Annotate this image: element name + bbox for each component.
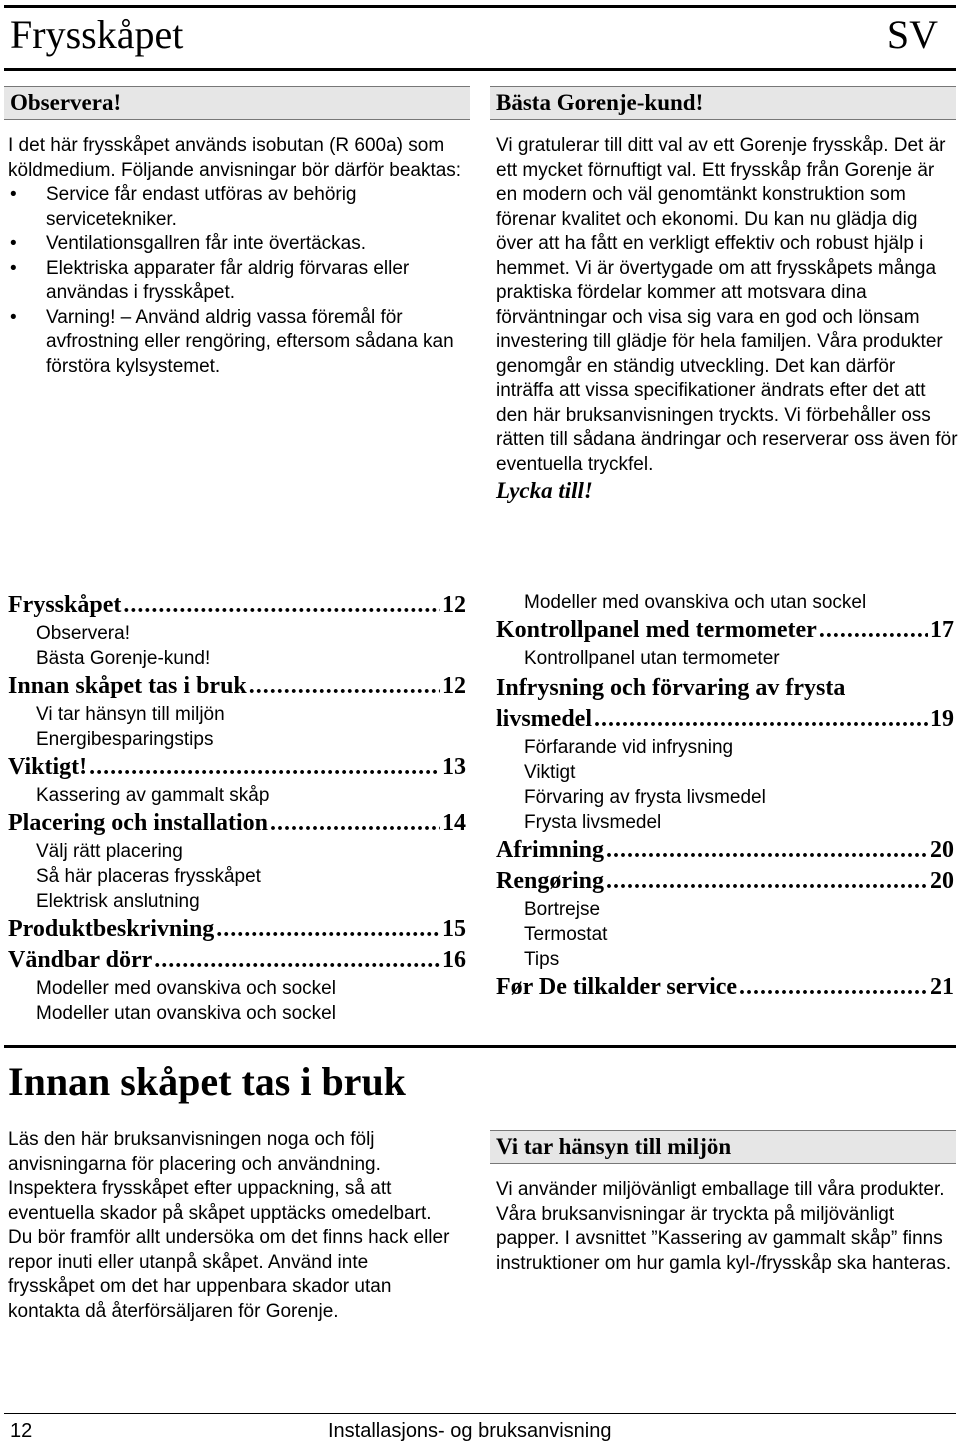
section2-right <box>496 1178 956 1276</box>
section2-body: Läs den här bruksanvisningen noga och följ anvisningarna för placering och användning. Inspektera frysskåpet efter uppackning, så att eventuella skador på skåpet upptäcks omedelbart. Du bör framför allt undersöka om det finns hack eller repor inuti eller utanpå skåpet. Använd inte frysskåpet om det har uppenbara skador utan kontakta då återförsäljaren för Gorenje. <box>8 1129 450 1322</box>
toc-subentry[interactable]: Kontrollpanel utan termometer <box>524 648 780 669</box>
toc-subentry[interactable]: Förvaring av frysta livsmedel <box>524 787 766 808</box>
language-code: SV <box>886 12 938 57</box>
toc-subentry[interactable]: Elektrisk anslutning <box>36 891 200 912</box>
toc-subentry[interactable]: Termostat <box>524 924 608 945</box>
environment-body: Vi använder miljövänligt emballage till våra produkter. Våra bruksanvisningar är tryckta på miljövänligt papper. I avsnittet ”Kassering av gammalt skåp” finns instruktioner om hur gamla kyl-/frysskåp ska hanteras. <box>496 1179 952 1274</box>
toc-subentry[interactable]: Energibesparingstips <box>36 729 214 750</box>
page-number: 12 <box>10 1420 33 1442</box>
toc-entry[interactable]: Frysskåpet ..... 12 <box>8 590 466 621</box>
toc-subentry[interactable]: Välj rätt placering <box>36 841 183 862</box>
toc-entry[interactable]: Vändbar dörr ..... 16 <box>8 945 466 976</box>
toc-subentry[interactable]: Förfarande vid infrysning <box>524 737 734 758</box>
toc-subentry[interactable]: Observera! <box>36 623 130 644</box>
header-bottom-rule <box>4 68 956 71</box>
toc-subentry[interactable]: Bortrejse <box>524 899 601 920</box>
list-item: • Varning! – Använd aldrig vassa föremål för avfrostning eller rengöring, eftersom sådana kan förstöra kylsystemet. <box>8 306 470 380</box>
toc-subentry[interactable]: Bästa Gorenje-kund! <box>36 648 211 669</box>
observera-heading: Observera! <box>4 86 470 120</box>
toc-entry[interactable]: Produktbeskrivning ..... 15 <box>8 914 466 945</box>
gorenje-section <box>496 134 958 504</box>
gorenje-heading: Bästa Gorenje-kund! <box>490 86 956 120</box>
section-title: Innan skåpet tas i bruk <box>8 1059 406 1104</box>
toc-subentry[interactable]: Modeller utan ovanskiva och sockel <box>36 1003 336 1024</box>
closing-greeting: Lycka till! <box>496 478 593 503</box>
toc-subentry[interactable]: Tips <box>524 949 560 970</box>
list-item: • Service får endast utföras av behörig servicetekniker. <box>8 183 470 232</box>
toc-subentry[interactable]: Vi tar hänsyn till miljön <box>36 704 225 725</box>
list-item: • Elektriska apparater får aldrig förvaras eller användas i frysskåpet. <box>8 257 470 306</box>
toc-subentry[interactable]: Modeller med ovanskiva och sockel <box>36 978 336 999</box>
gorenje-body: Vi gratulerar till ditt val av ett Gorenje frysskåp. Det är ett mycket förnuftigt val. Ett frysskåp från Gorenje är en modern och väl genomtänkt konstruktion som förenar kvalitet och ekonomi. Du kan nu glädja dig över att ha fått en verkligt effektiv och robust hjälp i hemmet. Vi är övertygade om att frysskåpets många praktiska fördelar kommer att motsvara dina förväntningar och visa sig vara en god och lönsam investering till glädje för hela familjen. Våra produkter genomgår en ständig utveckling. Det kan därför inträffa att vissa specifikationer ändrats efter det att den här bruksanvisningen tryckts. Vi förbehåller oss rätten till sådana ändringar och reserverar oss även för eventuella tryckfel. <box>496 135 958 475</box>
toc-left <box>8 590 466 1026</box>
section-divider <box>4 1045 956 1048</box>
toc-entry[interactable]: Kontrollpanel med termometer ..... 17 <box>496 615 954 646</box>
toc-entry[interactable]: Viktigt! ..... 13 <box>8 752 466 783</box>
toc-subentry[interactable]: Modeller med ovanskiva och utan sockel <box>524 592 867 613</box>
toc-subentry[interactable]: Viktigt <box>524 762 576 783</box>
footer-doc-title: Installasjons- og bruksanvisning <box>328 1420 612 1442</box>
section2-left <box>8 1128 458 1324</box>
toc-entry[interactable]: Placering och installation ..... 14 <box>8 808 466 839</box>
toc-right <box>496 590 954 1003</box>
footer-rule <box>4 1413 956 1414</box>
toc-entry[interactable]: Før De tilkalder service ..... 21 <box>496 972 954 1003</box>
toc-entry-title-line[interactable]: Infrysning och förvaring av frysta <box>496 675 846 701</box>
list-item: • Ventilationsgallren får inte övertäckas. <box>8 232 470 257</box>
toc-entry[interactable]: Afrimning ..... 20 <box>496 835 954 866</box>
toc-subentry[interactable]: Så här placeras frysskåpet <box>36 866 261 887</box>
toc-entry[interactable]: Innan skåpet tas i bruk ..... 12 <box>8 671 466 702</box>
toc-subentry[interactable]: Kassering av gammalt skåp <box>36 785 270 806</box>
environment-heading: Vi tar hänsyn till miljön <box>490 1130 956 1164</box>
observera-intro: I det här frysskåpet används isobutan (R 600a) som köldmedium. Följande anvisningar bör därför beaktas: <box>8 135 462 181</box>
observera-list <box>8 183 470 379</box>
header-top-rule <box>4 5 956 8</box>
toc-entry[interactable]: livsmedel ..... 19 <box>496 704 954 735</box>
observera-section <box>8 134 470 379</box>
toc-entry[interactable]: Rengøring ..... 20 <box>496 866 954 897</box>
toc-subentry[interactable]: Frysta livsmedel <box>524 812 662 833</box>
page-title: Frysskåpet <box>10 12 184 57</box>
